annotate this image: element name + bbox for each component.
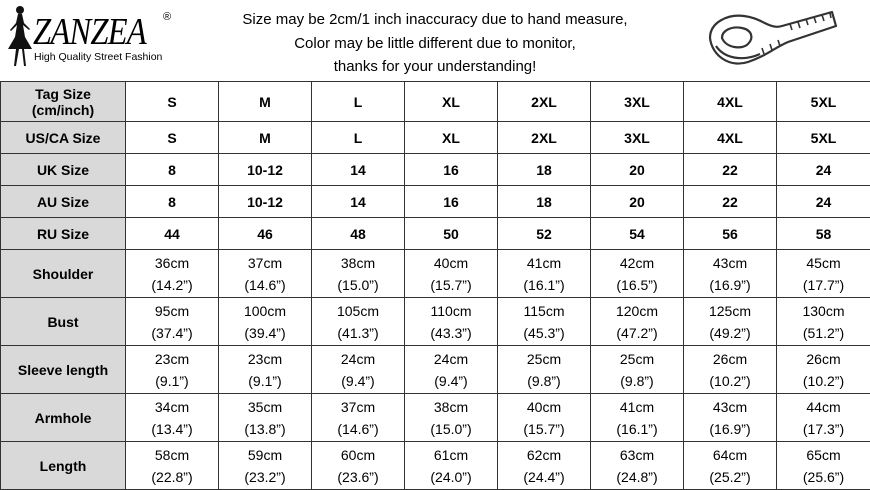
measurement-cell [126, 394, 219, 442]
measurement-cm: 37cm [312, 396, 404, 418]
size-chart-table [0, 81, 870, 490]
measurement-cell [498, 298, 591, 346]
size-cell: L [312, 82, 405, 122]
size-cell: 24 [777, 186, 870, 218]
measurement-cm: 23cm [126, 348, 218, 370]
measurement-cm: 44cm [777, 396, 870, 418]
measurement-inch: (16.1”) [591, 418, 683, 440]
measurement-notice [205, 8, 665, 79]
size-row [1, 82, 870, 122]
measurement-cell [126, 250, 219, 298]
size-row [1, 154, 870, 186]
brand-logo [0, 0, 190, 80]
measurement-cm: 100cm [219, 300, 311, 322]
size-cell: 2XL [498, 122, 591, 154]
size-cell: 4XL [684, 122, 777, 154]
row-label-unit: (cm/inch) [1, 102, 125, 118]
measurement-cell [405, 394, 498, 442]
measurement-cm: 59cm [219, 444, 311, 466]
measurement-cell [126, 442, 219, 490]
measurement-inch: (24.8”) [591, 466, 683, 488]
row-label: Armhole [1, 394, 126, 442]
size-cell: 44 [126, 218, 219, 250]
measurement-inch: (9.4”) [405, 370, 497, 392]
size-cell: 8 [126, 186, 219, 218]
row-label [1, 122, 126, 154]
measurement-cell [777, 250, 870, 298]
measurement-cell [591, 442, 684, 490]
measurement-cm: 43cm [684, 396, 776, 418]
row-label-text: AU Size [1, 194, 125, 210]
size-cell: 20 [591, 154, 684, 186]
measurement-cm: 23cm [219, 348, 311, 370]
measurement-cell [126, 298, 219, 346]
measurement-cm: 62cm [498, 444, 590, 466]
size-cell: 24 [777, 154, 870, 186]
measurement-inch: (43.3”) [405, 322, 497, 344]
size-cell: 56 [684, 218, 777, 250]
measurement-cell [591, 250, 684, 298]
measurement-cm: 41cm [591, 396, 683, 418]
measurement-cell [777, 394, 870, 442]
measurement-cm: 95cm [126, 300, 218, 322]
size-cell: 22 [684, 154, 777, 186]
measurement-cm: 24cm [312, 348, 404, 370]
measurement-inch: (9.1”) [219, 370, 311, 392]
size-cell: 4XL [684, 82, 777, 122]
measurement-inch: (10.2”) [684, 370, 776, 392]
header [0, 0, 870, 80]
measurement-cell [498, 394, 591, 442]
size-cell: 3XL [591, 122, 684, 154]
measurement-row [1, 442, 870, 490]
notice-line-1: Size may be 2cm/1 inch inaccuracy due to hand measure, [205, 8, 665, 32]
row-label-text: UK Size [1, 162, 125, 178]
size-cell: 8 [126, 154, 219, 186]
measurement-cell [777, 346, 870, 394]
size-row [1, 122, 870, 154]
size-cell: XL [405, 82, 498, 122]
measurement-inch: (25.6”) [777, 466, 870, 488]
measurement-cell [777, 298, 870, 346]
measurement-inch: (41.3”) [312, 322, 404, 344]
measurement-inch: (23.6”) [312, 466, 404, 488]
measurement-cell [498, 250, 591, 298]
measurement-cell [312, 394, 405, 442]
measurement-cm: 115cm [498, 300, 590, 322]
measurement-cell [777, 442, 870, 490]
measurement-cm: 63cm [591, 444, 683, 466]
size-cell: 14 [312, 154, 405, 186]
brand-tagline: High Quality Street Fashion [34, 51, 162, 63]
measurement-inch: (16.5”) [591, 274, 683, 296]
measurement-inch: (9.1”) [126, 370, 218, 392]
measurement-inch: (24.0”) [405, 466, 497, 488]
measurement-inch: (14.6”) [312, 418, 404, 440]
measurement-cm: 105cm [312, 300, 404, 322]
size-cell: 14 [312, 186, 405, 218]
measurement-cell [591, 298, 684, 346]
measurement-inch: (17.3”) [777, 418, 870, 440]
measurement-cm: 60cm [312, 444, 404, 466]
size-cell: 3XL [591, 82, 684, 122]
size-cell: 16 [405, 154, 498, 186]
measurement-cell [405, 442, 498, 490]
measurement-cell [684, 298, 777, 346]
measurement-cm: 34cm [126, 396, 218, 418]
measurement-inch: (49.2”) [684, 322, 776, 344]
size-row [1, 186, 870, 218]
size-cell: 5XL [777, 122, 870, 154]
measurement-inch: (16.9”) [684, 274, 776, 296]
measurement-cm: 26cm [684, 348, 776, 370]
measurement-cell [684, 394, 777, 442]
measurement-inch: (14.6”) [219, 274, 311, 296]
registered-mark: ® [163, 12, 171, 23]
size-cell: 2XL [498, 82, 591, 122]
notice-line-3: thanks for your understanding! [205, 55, 665, 79]
measurement-cell [219, 250, 312, 298]
measurement-cm: 64cm [684, 444, 776, 466]
measurement-cm: 36cm [126, 252, 218, 274]
size-cell: 52 [498, 218, 591, 250]
measurement-inch: (16.9”) [684, 418, 776, 440]
measurement-inch: (9.8”) [498, 370, 590, 392]
size-cell: L [312, 122, 405, 154]
measurement-cm: 38cm [405, 396, 497, 418]
measurement-cell [405, 346, 498, 394]
measurement-cell [312, 298, 405, 346]
row-label: Shoulder [1, 250, 126, 298]
measurement-cm: 110cm [405, 300, 497, 322]
measurement-inch: (47.2”) [591, 322, 683, 344]
measurement-cm: 26cm [777, 348, 870, 370]
row-label [1, 186, 126, 218]
measurement-cell [312, 346, 405, 394]
measurement-cm: 120cm [591, 300, 683, 322]
row-label [1, 154, 126, 186]
measurement-cm: 37cm [219, 252, 311, 274]
size-cell: 58 [777, 218, 870, 250]
measurement-cm: 24cm [405, 348, 497, 370]
measurement-inch: (17.7”) [777, 274, 870, 296]
measurement-inch: (23.2”) [219, 466, 311, 488]
measurement-inch: (15.0”) [312, 274, 404, 296]
measurement-row [1, 394, 870, 442]
size-row [1, 218, 870, 250]
size-cell: 50 [405, 218, 498, 250]
measurement-inch: (24.4”) [498, 466, 590, 488]
measurement-inch: (51.2”) [777, 322, 870, 344]
measurement-cell [684, 442, 777, 490]
measurement-inch: (9.4”) [312, 370, 404, 392]
measurement-cm: 35cm [219, 396, 311, 418]
measurement-cm: 45cm [777, 252, 870, 274]
size-cell: 10-12 [219, 154, 312, 186]
size-cell: 48 [312, 218, 405, 250]
measurement-cell [684, 346, 777, 394]
size-cell: S [126, 82, 219, 122]
measurement-cm: 41cm [498, 252, 590, 274]
measurement-cell [405, 298, 498, 346]
measurement-cm: 125cm [684, 300, 776, 322]
row-label-text: US/CA Size [1, 130, 125, 146]
measurement-inch: (37.4”) [126, 322, 218, 344]
measurement-row [1, 250, 870, 298]
row-label: Bust [1, 298, 126, 346]
size-cell: 22 [684, 186, 777, 218]
measurement-cell [219, 298, 312, 346]
size-cell: 46 [219, 218, 312, 250]
row-label: Sleeve length [1, 346, 126, 394]
measurement-row [1, 346, 870, 394]
measurement-cell [684, 250, 777, 298]
measurement-row [1, 298, 870, 346]
size-cell: 18 [498, 154, 591, 186]
size-cell: S [126, 122, 219, 154]
measurement-inch: (39.4”) [219, 322, 311, 344]
measurement-inch: (13.8”) [219, 418, 311, 440]
measurement-cm: 42cm [591, 252, 683, 274]
measurement-cell [219, 346, 312, 394]
measurement-inch: (15.7”) [405, 274, 497, 296]
measurement-cell [126, 346, 219, 394]
brand-name: ZANZEA [33, 10, 146, 54]
measurement-cm: 58cm [126, 444, 218, 466]
size-cell: 10-12 [219, 186, 312, 218]
measurement-cell [498, 346, 591, 394]
measurement-inch: (9.8”) [591, 370, 683, 392]
size-cell: 20 [591, 186, 684, 218]
measurement-inch: (14.2”) [126, 274, 218, 296]
size-cell: M [219, 122, 312, 154]
measurement-cm: 38cm [312, 252, 404, 274]
measuring-tape-icon [700, 4, 840, 76]
measurement-inch: (45.3”) [498, 322, 590, 344]
size-cell: 18 [498, 186, 591, 218]
size-cell: M [219, 82, 312, 122]
measurement-cm: 40cm [405, 252, 497, 274]
woman-silhouette-icon [3, 3, 35, 69]
measurement-cm: 61cm [405, 444, 497, 466]
measurement-inch: (13.4”) [126, 418, 218, 440]
measurement-inch: (15.0”) [405, 418, 497, 440]
row-label-text: Tag Size [1, 86, 125, 102]
measurement-cell [591, 394, 684, 442]
measurement-cell [312, 442, 405, 490]
measurement-cell [405, 250, 498, 298]
measurement-cm: 40cm [498, 396, 590, 418]
measurement-cell [591, 346, 684, 394]
row-label [1, 218, 126, 250]
measurement-inch: (10.2”) [777, 370, 870, 392]
row-label-text: RU Size [1, 226, 125, 242]
measurement-cm: 130cm [777, 300, 870, 322]
measurement-cell [219, 442, 312, 490]
measurement-cm: 43cm [684, 252, 776, 274]
size-cell: 5XL [777, 82, 870, 122]
measurement-cm: 65cm [777, 444, 870, 466]
measurement-cell [498, 442, 591, 490]
size-cell: 16 [405, 186, 498, 218]
size-cell: XL [405, 122, 498, 154]
measurement-inch: (15.7”) [498, 418, 590, 440]
measurement-cm: 25cm [591, 348, 683, 370]
measurement-inch: (16.1”) [498, 274, 590, 296]
measurement-cm: 25cm [498, 348, 590, 370]
measurement-inch: (22.8”) [126, 466, 218, 488]
measurement-inch: (25.2”) [684, 466, 776, 488]
measurement-cell [312, 250, 405, 298]
measurement-cell [219, 394, 312, 442]
notice-line-2: Color may be little different due to monitor, [205, 32, 665, 56]
size-cell: 54 [591, 218, 684, 250]
row-label [1, 82, 126, 122]
row-label: Length [1, 442, 126, 490]
